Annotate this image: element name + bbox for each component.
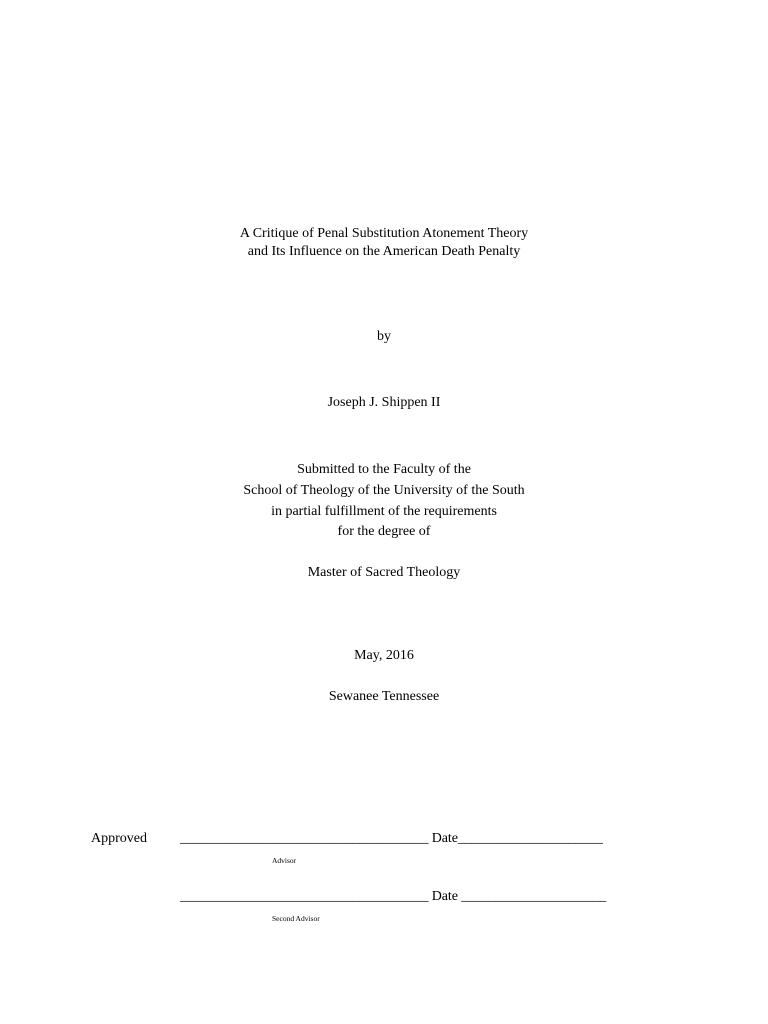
degree-name: Master of Sacred Theology: [307, 565, 461, 580]
approved-label: Approved: [91, 831, 147, 846]
submission-date: May, 2016: [354, 648, 414, 663]
submission-line-1: Submitted to the Faculty of the: [297, 462, 471, 477]
second-advisor-signature-line: ____________________________________ Date _____________________: [180, 889, 607, 904]
submission-line-3: in partial fulfillment of the requirements: [271, 504, 497, 519]
advisor-signature-line: ____________________________________ Date_____________________: [180, 831, 603, 846]
location: Sewanee Tennessee: [328, 689, 440, 704]
author-name: Joseph J. Shippen II: [327, 395, 441, 410]
submission-line-4: for the degree of: [337, 524, 431, 539]
thesis-title-line-2: and Its Influence on the American Death Penalty: [247, 244, 521, 259]
second-advisor-label: Second Advisor: [272, 914, 320, 923]
thesis-title-line-1: A Critique of Penal Substitution Atonement Theory: [239, 226, 529, 241]
submission-line-2: School of Theology of the University of the South: [243, 483, 525, 498]
by-label: by: [377, 329, 391, 344]
advisor-label: Advisor: [272, 856, 297, 865]
